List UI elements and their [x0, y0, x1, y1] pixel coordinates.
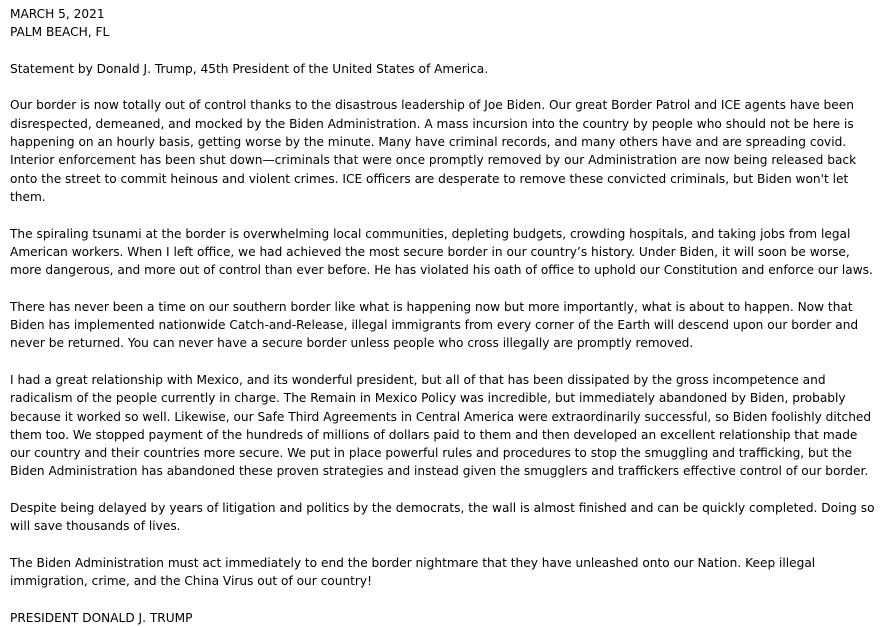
paragraph-line: Interior enforcement has been shut down—criminals that were once promptly removed by our Administration are now being released back	[10, 153, 857, 168]
paragraph-line: will save thousands of lives.	[10, 519, 181, 534]
spacer	[10, 42, 882, 60]
paragraph-line: onto the street to commit heinous and violent crimes. ICE officers are desperate to remove these convicted criminals, but Biden won't let	[10, 171, 849, 186]
paragraph-line: happening on an hourly basis, getting worse by the minute. Many have criminal records, and many others have and are spreading covid.	[10, 135, 847, 150]
spacer	[10, 481, 882, 499]
paragraph	[10, 96, 882, 206]
spacer	[10, 591, 882, 609]
spacer	[10, 279, 882, 297]
statement-intro: Statement by Donald J. Trump, 45th President of the United States of America.	[10, 61, 489, 76]
paragraph-line: radicalism of the people currently in charge. The Remain in Mexico Policy was incredible, but immediately abandoned by Biden, probably	[10, 391, 846, 406]
paragraph-line: because it worked so well. Likewise, our Safe Third Agreements in Central America were extraordinarily successful, so Biden foolishly ditched	[10, 409, 872, 424]
paragraph-line: never be returned. You can never have a secure border unless people who cross illegally are promptly removed.	[10, 336, 694, 351]
statement-signature: PRESIDENT DONALD J. TRUMP	[10, 610, 193, 625]
paragraph-line: our country and their countries more secure. We put in place powerful rules and procedures to stop the smuggling and trafficking, but the	[10, 446, 853, 461]
paragraph	[10, 499, 882, 536]
paragraph-line: The spiraling tsunami at the border is overwhelming local communities, depleting budgets, crowding hospitals, and taking jobs from legal	[10, 226, 851, 241]
paragraph-line: The Biden Administration must act immediately to end the border nightmare that they have unleashed onto our Nation. Keep illegal	[10, 555, 816, 570]
paragraph-line: disrespected, demeaned, and mocked by the Biden Administration. A mass incursion into the country by people who should not be here is	[10, 116, 854, 131]
statement-document	[10, 5, 882, 627]
statement-body	[10, 78, 882, 590]
spacer	[10, 536, 882, 554]
paragraph-line: I had a great relationship with Mexico, and its wonderful president, but all of that has been dissipated by the gross incompetence and	[10, 372, 826, 387]
paragraph	[10, 371, 882, 481]
paragraph-line: Our border is now totally out of control thanks to the disastrous leadership of Joe Biden. Our great Border Patrol and ICE agents have been	[10, 98, 854, 113]
statement-date: MARCH 5, 2021	[10, 7, 105, 21]
paragraph-line: Despite being delayed by years of litigation and politics by the democrats, the wall is almost finished and can be quickly completed. Doing so	[10, 501, 875, 516]
statement-location: PALM BEACH, FL	[10, 25, 110, 40]
spacer	[10, 206, 882, 224]
paragraph	[10, 298, 882, 353]
paragraph-line: them.	[10, 189, 46, 204]
paragraph-line: American workers. When I left office, we had achieved the most secure border in our country’s history. Under Biden, it will soon be worse,	[10, 244, 850, 259]
paragraph-line: Biden Administration has abandoned these proven strategies and instead given the smugglers and traffickers effective control of our border.	[10, 464, 869, 479]
paragraph	[10, 554, 882, 591]
paragraph-line: There has never been a time on our southern border like what is happening now but more importantly, what is about to happen. Now that	[10, 299, 853, 314]
paragraph-line: them too. We stopped payment of the hundreds of millions of dollars paid to them and then developed an excellent relationship that made	[10, 427, 858, 442]
paragraph-line: Biden has implemented nationwide Catch-and-Release, illegal immigrants from every corner of the Earth will descend upon our border and	[10, 318, 859, 333]
paragraph-line: more dangerous, and more out of control than ever before. He has violated his oath of office to uphold our Constitution and enforce our laws.	[10, 263, 873, 278]
paragraph-line: immigration, crime, and the China Virus out of our country!	[10, 574, 373, 589]
spacer	[10, 78, 882, 96]
paragraph	[10, 225, 882, 280]
spacer	[10, 353, 882, 371]
